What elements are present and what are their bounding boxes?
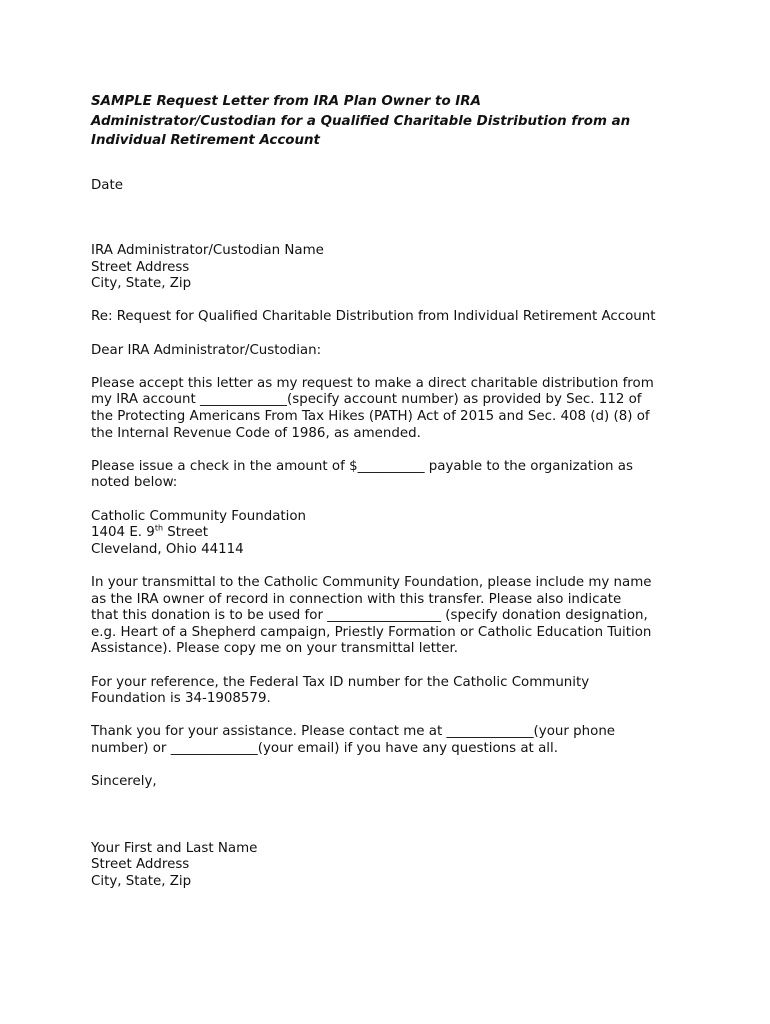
paragraph-line: my IRA account _____________(specify account number) as provided by Sec. 112 of — [91, 392, 642, 408]
recipient-address — [91, 243, 691, 293]
paragraph-line: In your transmittal to the Catholic Community Foundation, please include my name — [91, 574, 652, 590]
paragraph-line: Please issue a check in the amount of $__________ payable to the organization as — [91, 458, 633, 474]
paragraph-line: number) or _____________(your email) if you have any questions at all. — [91, 740, 558, 756]
recipient-city: City, State, Zip — [91, 276, 192, 292]
sender-city: City, State, Zip — [91, 873, 192, 889]
organization-name: Catholic Community Foundation — [91, 508, 307, 524]
paragraph-thanks — [91, 724, 691, 757]
letter-body — [91, 92, 691, 890]
paragraph-line: Thank you for your assistance. Please contact me at _____________(your phone — [91, 724, 616, 740]
date-label: Date — [91, 177, 124, 193]
organization-city: Cleveland, Ohio 44114 — [91, 541, 244, 557]
re-line: Re: Request for Qualified Charitable Distribution from Individual Retirement Account — [91, 309, 656, 325]
letter-title — [91, 92, 691, 151]
paragraph-line: Please accept this letter as my request to make a direct charitable distribution from — [91, 375, 654, 391]
paragraph-check — [91, 459, 691, 492]
sender-name: Your First and Last Name — [91, 840, 258, 856]
paragraph-line: For your reference, the Federal Tax ID number for the Catholic Community — [91, 674, 590, 690]
organization-street: 1404 E. 9th Street — [91, 523, 208, 541]
recipient-name: IRA Administrator/Custodian Name — [91, 243, 324, 259]
paragraph-line: e.g. Heart of a Shepherd campaign, Priestly Formation or Catholic Education Tuition — [91, 624, 652, 640]
paragraph-line: the Internal Revenue Code of 1986, as amended. — [91, 425, 421, 441]
paragraph-line: that this donation is to be used for _________________ (specify donation designation, — [91, 608, 648, 624]
paragraph-line: noted below: — [91, 475, 178, 491]
title-line: Administrator/Custodian for a Qualified Charitable Distribution from an — [91, 113, 631, 129]
recipient-street: Street Address — [91, 259, 190, 275]
sender-street: Street Address — [91, 857, 190, 873]
sender-address — [91, 841, 691, 891]
paragraph-line: as the IRA owner of record in connection with this transfer. Please also indicate — [91, 591, 622, 607]
paragraph-line: Assistance). Please copy me on your transmittal letter. — [91, 641, 458, 657]
title-line: Individual Retirement Account — [91, 133, 320, 148]
paragraph-tax-id — [91, 675, 691, 708]
paragraph-request — [91, 376, 691, 442]
title-line: SAMPLE Request Letter from IRA Plan Owner to IRA — [91, 94, 481, 109]
paragraph-line: the Protecting Americans From Tax Hikes (PATH) Act of 2015 and Sec. 408 (d) (8) of — [91, 409, 650, 425]
paragraph-line: Foundation is 34-1908579. — [91, 691, 271, 707]
salutation: Dear IRA Administrator/Custodian: — [91, 342, 322, 358]
paragraph-transmittal — [91, 575, 691, 658]
organization-address — [91, 509, 691, 559]
closing: Sincerely, — [91, 774, 157, 790]
